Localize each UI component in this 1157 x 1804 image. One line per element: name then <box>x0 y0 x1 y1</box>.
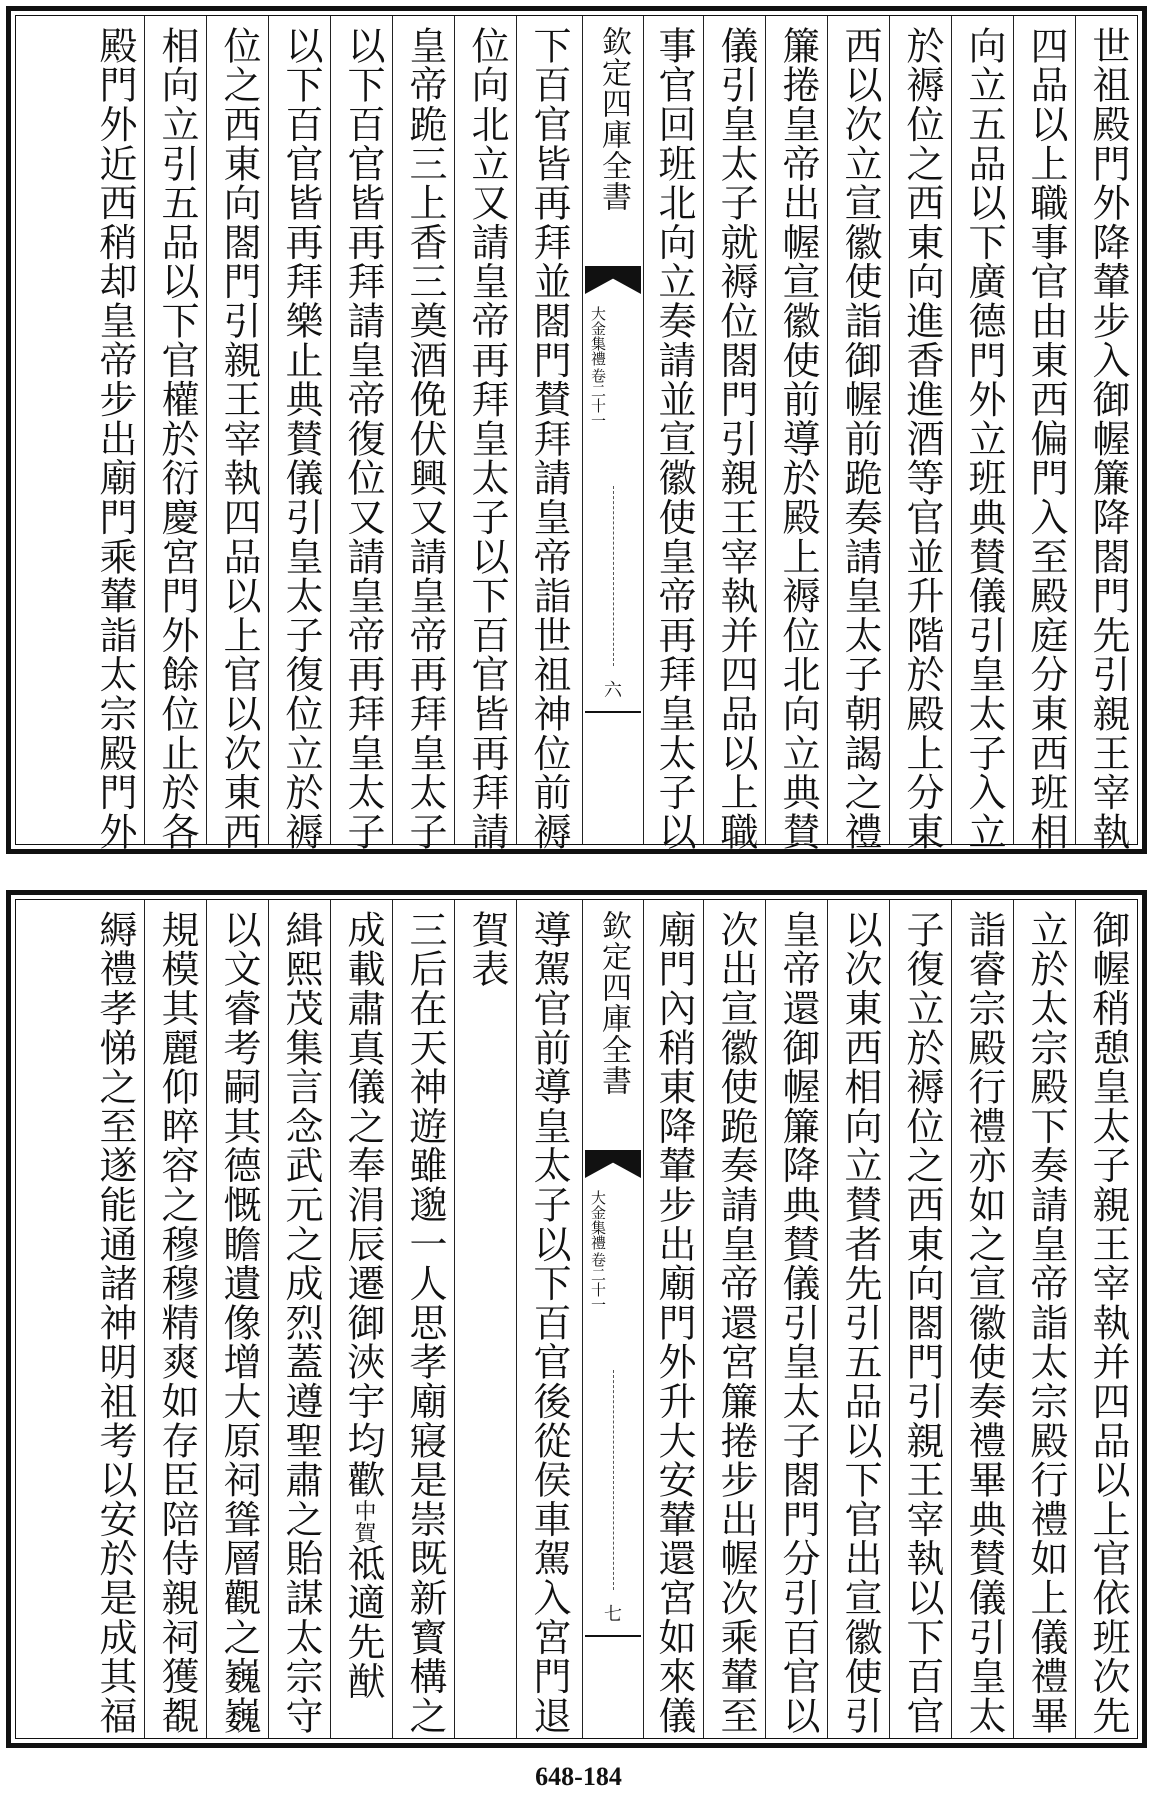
text-column: 縟禮孝悌之至遂能通諸神明祖考以安於是成其福 <box>93 910 137 1736</box>
bottom-bar <box>585 1635 641 1637</box>
text-column: 殿門外近西稍却皇帝步出廟門乘輦詣太宗殿門外 <box>93 26 137 852</box>
text-column: 以下百官皆再拜樂止典賛儀引皇太子復位立於褥 <box>279 26 323 852</box>
text-column: 於褥位之西東向進香進酒等官並升階於殿上分東 <box>900 26 944 852</box>
text-column: 導駕官前導皇太子以下百官後從侯車駕入宮門退 <box>527 910 571 1736</box>
bottom-page-frame <box>15 899 1138 1739</box>
text-column: 緝熙茂集言念武元之成烈蓋遵聖肅之貽謀太宗守 <box>279 910 323 1736</box>
text-column: 三后在天神遊雖邈一人思孝廟寢是崇既新寳構之 <box>403 910 447 1736</box>
text-column: 事官回班北向立奏請並宣徽使皇帝再拜皇太子以 <box>652 26 696 852</box>
text-column: 位向北立又請皇帝再拜皇太子以下百官皆再拜請 <box>465 26 509 852</box>
text-column: 以下百官皆再拜請皇帝復位又請皇帝再拜皇太子 <box>341 26 385 852</box>
text-column: 詣睿宗殿行禮亦如之宣徽使奏禮畢典賛儀引皇太 <box>962 910 1006 1736</box>
text-column: 規模其麗仰睟容之穆穆精爽如存臣陪侍親祠獲覩 <box>155 910 199 1736</box>
collection-title: 欽定四庫全書 <box>596 26 631 212</box>
text-column: 立於太宗殿下奏請皇帝詣太宗殿行禮如上儀禮畢 <box>1024 910 1068 1736</box>
interlinear-note: 中賀 <box>351 1499 376 1544</box>
section-heading: 賀表 <box>465 910 509 989</box>
text-column: 以文睿考嗣其德慨瞻遺像增大原祠聳層觀之巍巍 <box>217 910 261 1736</box>
text-column: 四品以上職事官由東西偏門入至殿庭分東西班相 <box>1024 26 1068 852</box>
text-column: 西以次立宣徽使詣御幄前跪奏請皇太子朝謁之禮 <box>838 26 882 852</box>
top-page-panel <box>6 6 1147 854</box>
top-text-columns <box>16 16 1137 852</box>
text-column: 相向立引五品以下官權於衍慶宮門外餘位止於各 <box>155 26 199 852</box>
text-column: 位之西東向閤門引親王宰執四品以上官以次東西 <box>217 26 261 852</box>
text-column: 成載肅真儀之奉涓辰遷御浹宇均歡中賀祗適先猷 <box>341 910 385 1701</box>
text-column: 廟門內稍東降輦步出廟門外升大安輦還宮如來儀 <box>652 910 696 1736</box>
text-column: 御幄稍憩皇太子親王宰執并四品以上官依班次先 <box>1086 910 1130 1736</box>
page-number-footer: 648-184 <box>535 1762 622 1791</box>
bottom-bar <box>585 711 641 713</box>
text-column: 皇帝還御幄簾降典賛儀引皇太子閤門分引百官以 <box>776 910 820 1736</box>
text-column: 子復立於褥位之西東向閤門引親王宰執以下百官 <box>900 910 944 1736</box>
text-column: 下百官皆再拜並閤門賛拜請皇帝詣世祖神位前褥 <box>527 26 571 852</box>
text-column: 次出宣徽使跪奏請皇帝還宮簾捲步出幄次乘輦至 <box>714 910 758 1736</box>
bottom-page-panel <box>6 890 1147 1748</box>
leaf-number: 七 <box>604 1604 622 1625</box>
block-heart-gutter <box>582 16 644 844</box>
text-column: 皇帝跪三上香三奠酒俛伏興又請皇帝再拜皇太子 <box>403 26 447 852</box>
book-label: 大金集禮 卷二十一 <box>589 1190 607 1312</box>
top-page-frame <box>15 15 1138 852</box>
bottom-text-columns <box>16 900 1137 1738</box>
text-column: 世祖殿門外降輦步入御幄簾降閤門先引親王宰執 <box>1086 26 1130 852</box>
fishtail-ornament-icon <box>585 266 641 294</box>
text-column: 簾捲皇帝出幄宣徽使前導於殿上褥位北向立典賛 <box>776 26 820 852</box>
text-column: 儀引皇太子就褥位閤門引親王宰執并四品以上職 <box>714 26 758 852</box>
text-column: 向立五品以下廣德門外立班典賛儀引皇太子入立 <box>962 26 1006 852</box>
text-column: 以次東西相向立賛者先引五品以下官出宣徽使引 <box>838 910 882 1736</box>
block-heart-gutter <box>582 900 644 1738</box>
book-label: 大金集禮 卷二十一 <box>589 306 607 428</box>
leaf-number: 六 <box>604 680 622 701</box>
collection-title: 欽定四庫全書 <box>596 910 631 1096</box>
fishtail-ornament-icon <box>585 1150 641 1178</box>
